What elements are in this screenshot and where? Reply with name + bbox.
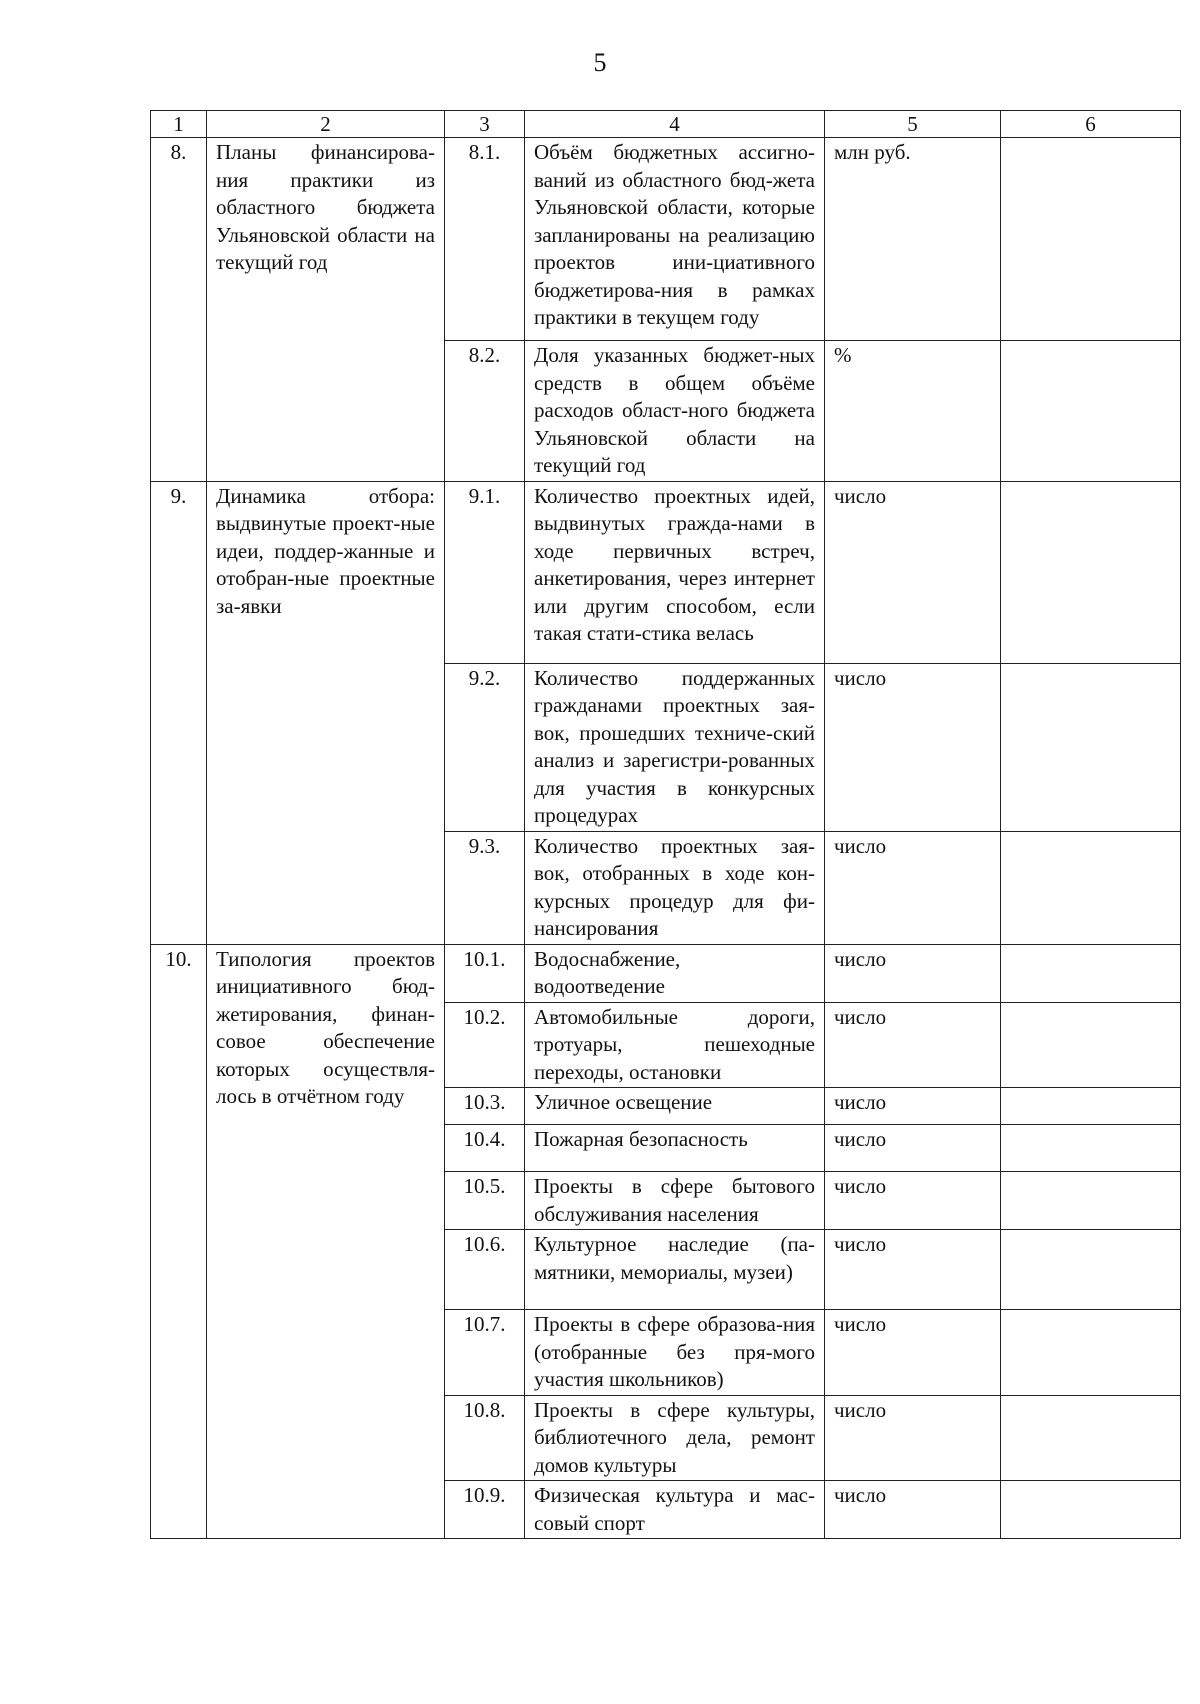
indicator-value: [1001, 1088, 1181, 1125]
indicator-value: [1001, 1395, 1181, 1481]
indicator-value: [1001, 831, 1181, 944]
indicator-text: Проекты в сфере бытового обслуживания населения: [525, 1172, 825, 1230]
indicator-value: [1001, 481, 1181, 663]
table-header-row: [151, 111, 1181, 138]
indicator-value: [1001, 341, 1181, 482]
indicator-unit: %: [825, 341, 1001, 482]
header-cell: 1: [151, 111, 207, 138]
indicator-unit: число: [825, 1002, 1001, 1088]
indicator-value: [1001, 138, 1181, 341]
indicator-text: Доля указанных бюджет-ных средств в общем объёме расходов област-ного бюджета Ульяновской области на текущий год: [525, 341, 825, 482]
indicator-code: 10.1.: [445, 944, 525, 1002]
indicator-unit: число: [825, 663, 1001, 831]
indicator-code: 9.3.: [445, 831, 525, 944]
indicator-text: Культурное наследие (па-мятники, мемориалы, музеи): [525, 1230, 825, 1310]
indicator-unit: число: [825, 1481, 1001, 1539]
indicators-table: [150, 110, 1181, 1539]
indicator-text: Автомобильные дороги, тротуары, пешеходные переходы, остановки: [525, 1002, 825, 1088]
indicator-text: Количество проектных идей, выдвинутых гражда-нами в ходе первичных встреч, анкетирования, через интернет или другим способом, если такая стати-стика велась: [525, 481, 825, 663]
indicator-value: [1001, 1481, 1181, 1539]
section-number: 10.: [151, 944, 207, 1539]
header-cell: 2: [207, 111, 445, 138]
indicator-unit: число: [825, 1310, 1001, 1396]
indicator-value: [1001, 1230, 1181, 1310]
table-row: [151, 481, 1181, 663]
indicator-code: 8.1.: [445, 138, 525, 341]
indicator-code: 10.8.: [445, 1395, 525, 1481]
indicator-unit: число: [825, 1088, 1001, 1125]
indicator-value: [1001, 944, 1181, 1002]
indicator-value: [1001, 1172, 1181, 1230]
indicator-code: 10.5.: [445, 1172, 525, 1230]
header-cell: 4: [525, 111, 825, 138]
indicator-code: 10.3.: [445, 1088, 525, 1125]
section-number: 8.: [151, 138, 207, 482]
indicator-unit: число: [825, 831, 1001, 944]
section-number: 9.: [151, 481, 207, 944]
indicator-code: 10.6.: [445, 1230, 525, 1310]
indicator-value: [1001, 1002, 1181, 1088]
indicator-code: 10.9.: [445, 1481, 525, 1539]
indicator-text: Уличное освещение: [525, 1088, 825, 1125]
indicator-text: Количество поддержанных гражданами проектных зая-вок, прошедших техниче-ский анализ и зарегистри-рованных для участия в конкурсных процедурах: [525, 663, 825, 831]
section-title: Типология проектов инициативного бюд-жетирования, финан-совое обеспечение которых осуществля-лось в отчётном году: [207, 944, 445, 1539]
indicator-text: Количество проектных зая-вок, отобранных в ходе кон-курсных процедур для фи-нансирования: [525, 831, 825, 944]
indicator-unit: число: [825, 481, 1001, 663]
indicator-text: Физическая культура и мас-совый спорт: [525, 1481, 825, 1539]
indicator-code: 8.2.: [445, 341, 525, 482]
indicator-code: 10.4.: [445, 1125, 525, 1172]
indicator-text: Объём бюджетных ассигно-ваний из областного бюд-жета Ульяновской области, которые запланированы на реализацию проектов ини-циативного бюджетирова-ния в рамках практики в текущем году: [525, 138, 825, 341]
indicator-unit: млн руб.: [825, 138, 1001, 341]
indicator-unit: число: [825, 1172, 1001, 1230]
indicator-text: Пожарная безопасность: [525, 1125, 825, 1172]
indicator-value: [1001, 1125, 1181, 1172]
indicator-code: 9.2.: [445, 663, 525, 831]
indicator-unit: число: [825, 1395, 1001, 1481]
indicator-text: Проекты в сфере культуры, библиотечного дела, ремонт домов культуры: [525, 1395, 825, 1481]
indicator-unit: число: [825, 1230, 1001, 1310]
header-cell: 5: [825, 111, 1001, 138]
indicator-code: 10.2.: [445, 1002, 525, 1088]
section-title: Динамика отбора: выдвинутые проект-ные идеи, поддер-жанные и отобран-ные проектные за-явки: [207, 481, 445, 944]
page-number: 5: [593, 48, 607, 77]
indicator-code: 9.1.: [445, 481, 525, 663]
table-row: [151, 944, 1181, 1002]
indicator-value: [1001, 663, 1181, 831]
indicator-text: Проекты в сфере образова-ния (отобранные без пря-мого участия школьников): [525, 1310, 825, 1396]
indicator-code: 10.7.: [445, 1310, 525, 1396]
table-row: [151, 138, 1181, 341]
section-title: Планы финансирова-ния практики из областного бюджета Ульяновской области на текущий год: [207, 138, 445, 482]
indicator-text: Водоснабжение, водоотведение: [525, 944, 825, 1002]
indicator-unit: число: [825, 1125, 1001, 1172]
header-cell: 6: [1001, 111, 1181, 138]
header-cell: 3: [445, 111, 525, 138]
indicator-unit: число: [825, 944, 1001, 1002]
indicator-value: [1001, 1310, 1181, 1396]
